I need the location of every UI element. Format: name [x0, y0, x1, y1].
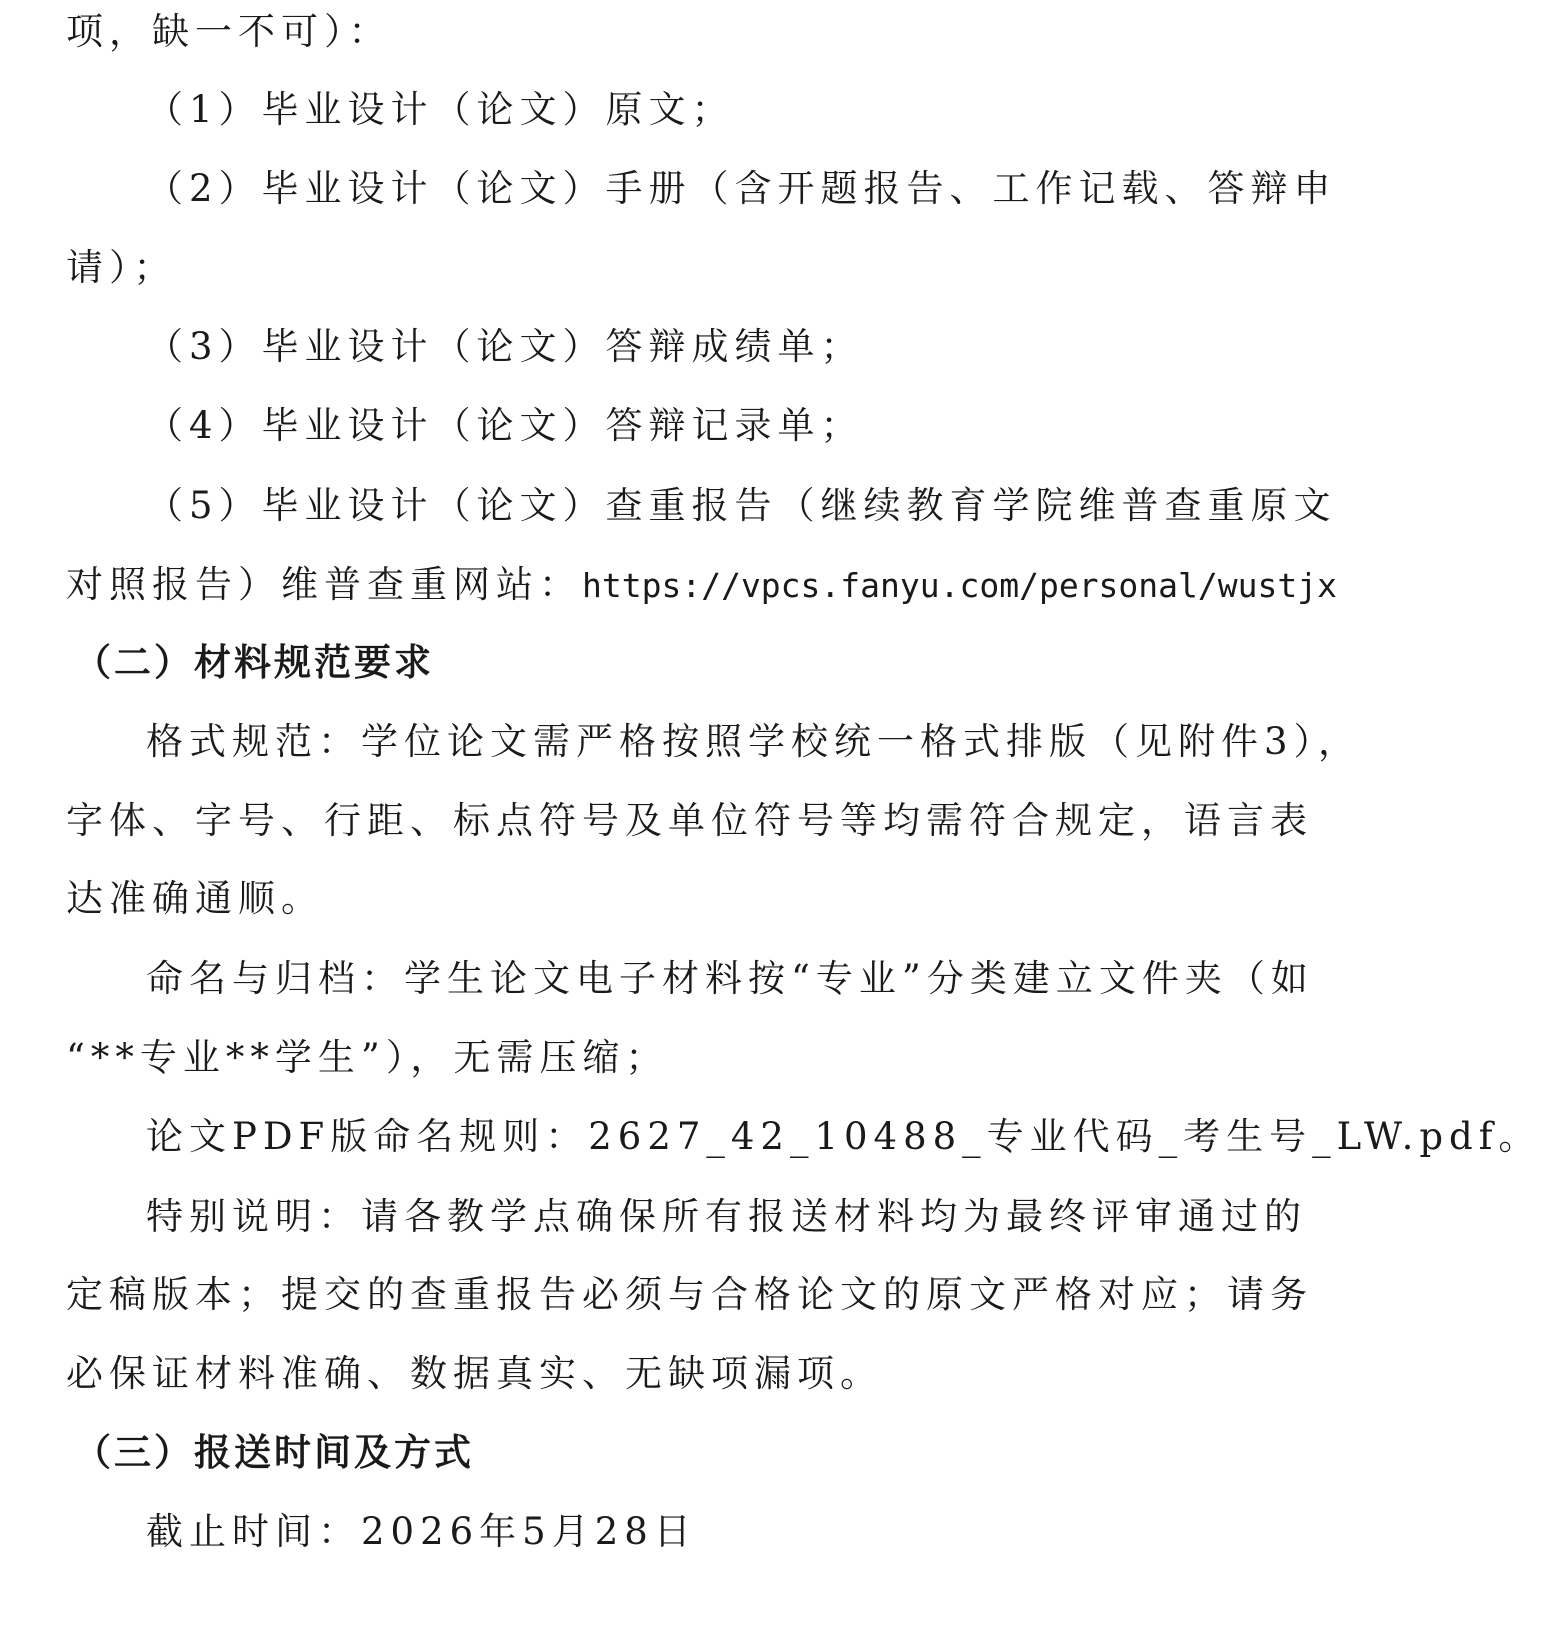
list-item-3: （3）毕业设计（论文）答辩成绩单；	[146, 325, 864, 368]
list-item-2-continued: 请）；	[66, 246, 177, 289]
special-note-line-1: 特别说明：请各教学点确保所有报送材料均为最终评审通过的	[146, 1195, 1307, 1238]
format-spec-line-2: 字体、字号、行距、标点符号及单位符号等均需符合规定，语言表	[66, 799, 1313, 842]
pdf-naming-rule: 论文PDF版命名规则：2627_42_10488_专业代码_考生号_LW.pdf。	[146, 1115, 1541, 1158]
deadline-line: 截止时间：2026年5月28日	[146, 1510, 697, 1553]
list-item-4: （4）毕业设计（论文）答辩记录单；	[146, 404, 864, 447]
list-item-2: （2）毕业设计（论文）手册（含开题报告、工作记载、答辩申	[146, 167, 1337, 210]
special-note-line-2: 定稿版本；提交的查重报告必须与合格论文的原文严格对应；请务	[66, 1273, 1313, 1316]
naming-line-1: 命名与归档：学生论文电子材料按“专业”分类建立文件夹（如	[146, 957, 1314, 1000]
list-item-5: （5）毕业设计（论文）查重报告（继续教育学院维普查重原文	[146, 484, 1337, 527]
list-item-5-continued	[66, 563, 1337, 608]
naming-line-2: “**专业**学生”），无需压缩；	[66, 1036, 669, 1079]
section-heading-3: （三）报送时间及方式	[74, 1431, 474, 1474]
format-spec-line-3: 达准确通顺。	[66, 877, 324, 920]
list-item-1: （1）毕业设计（论文）原文；	[146, 88, 735, 131]
special-note-line-3: 必保证材料准确、数据真实、无缺项漏项。	[66, 1352, 883, 1395]
format-spec-line-1: 格式规范：学位论文需严格按照学校统一格式排版（见附件3），	[146, 720, 1362, 763]
website-url: https://vpcs.fanyu.com/personal/wustjx	[582, 566, 1337, 605]
text-line: 项，缺一不可）：	[66, 10, 392, 53]
website-label: 对照报告）维普查重网站：	[66, 563, 582, 606]
section-heading-2: （二）材料规范要求	[74, 641, 434, 684]
